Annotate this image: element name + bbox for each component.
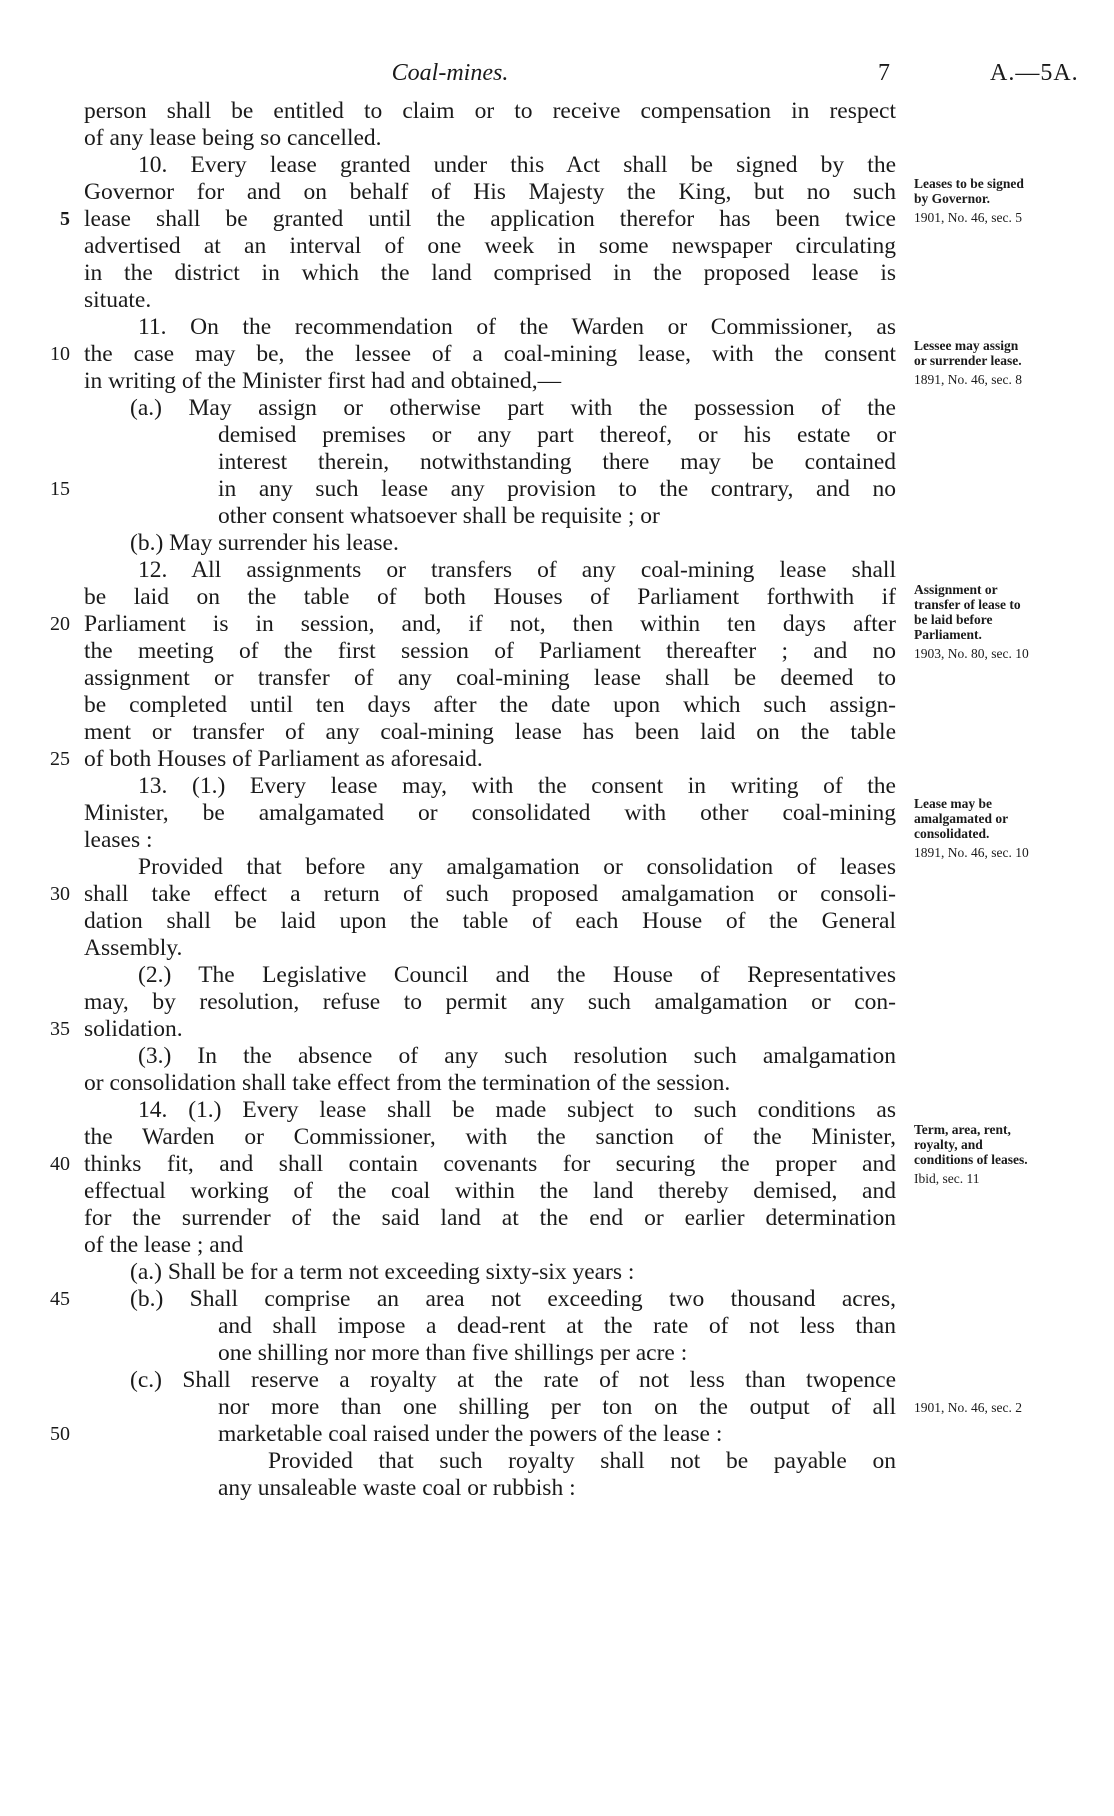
text-line: the Warden or Commissioner, with the sanction of the Minister, xyxy=(84,1124,896,1150)
side-note-citation: Ibid, sec. 11 xyxy=(914,1171,980,1186)
text-line: of both Houses of Parliament as aforesaid. xyxy=(84,746,483,772)
text-line: the case may be, the lessee of a coal-mining lease, with the consent xyxy=(84,341,896,367)
side-note-citation: 1901, No. 46, sec. 5 xyxy=(914,210,1022,225)
text-line: leases : xyxy=(84,827,153,853)
text-line: ment or transfer of any coal-mining lease has been laid on the table xyxy=(84,719,896,745)
text-line: thinks fit, and shall contain covenants for securing the proper and xyxy=(84,1151,896,1177)
line-number: 40 xyxy=(50,1153,70,1175)
side-note-heading: conditions of leases. xyxy=(914,1152,1028,1167)
line-number: 15 xyxy=(50,478,70,500)
side-note-heading: Lease may be xyxy=(914,796,992,811)
side-note-heading: consolidated. xyxy=(914,826,990,841)
text-line: 12. All assignments or transfers of any coal-mining lease shall xyxy=(138,557,896,583)
side-note-heading: amalgamated or xyxy=(914,811,1009,826)
side-note-heading: royalty, and xyxy=(914,1137,983,1152)
text-line: 10. Every lease granted under this Act shall be signed by the xyxy=(138,152,896,178)
text-line: solidation. xyxy=(84,1016,183,1042)
text-line: (b.) Shall comprise an area not exceeding two thousand acres, xyxy=(130,1286,896,1312)
side-note-citation: 1901, No. 46, sec. 2 xyxy=(914,1400,1022,1415)
text-line: the meeting of the first session of Parliament thereafter ; and no xyxy=(84,638,896,664)
text-line: other consent whatsoever shall be requisite ; or xyxy=(218,503,660,529)
text-line: effectual working of the coal within the land thereby demised, and xyxy=(84,1178,896,1204)
line-number: 35 xyxy=(50,1018,70,1040)
side-note-heading: Term, area, rent, xyxy=(914,1122,1011,1137)
text-line: in the district in which the land comprised in the proposed lease is xyxy=(84,260,896,286)
text-line: Provided that before any amalgamation or consolidation of leases xyxy=(138,854,896,880)
text-line: 11. On the recommendation of the Warden or Commissioner, as xyxy=(138,314,896,340)
text-line: of any lease being so cancelled. xyxy=(84,125,382,151)
text-line: any unsaleable waste coal or rubbish : xyxy=(218,1475,576,1501)
text-line: 14. (1.) Every lease shall be made subject to such conditions as xyxy=(138,1097,896,1123)
text-line: Governor for and on behalf of His Majesty the King, but no such xyxy=(84,179,896,205)
text-line: and shall impose a dead-rent at the rate of not less than xyxy=(218,1313,896,1339)
line-number: 20 xyxy=(50,613,70,635)
side-note-heading: transfer of lease to xyxy=(914,597,1021,612)
running-title: Coal-mines. xyxy=(391,60,509,86)
text-line: lease shall be granted until the application therefor has been twice xyxy=(84,206,896,232)
side-note-heading: by Governor. xyxy=(914,191,991,206)
text-line: situate. xyxy=(84,287,152,313)
text-line: (b.) May surrender his lease. xyxy=(130,530,399,556)
text-line: dation shall be laid upon the table of each House of the General xyxy=(84,908,896,934)
side-note-heading: Lessee may assign xyxy=(914,338,1019,353)
line-number: 45 xyxy=(50,1288,70,1310)
line-number: 25 xyxy=(50,748,70,770)
side-note-heading: be laid before xyxy=(914,612,993,627)
page-number: 7 xyxy=(878,60,890,86)
side-note-heading: Leases to be signed xyxy=(914,176,1024,191)
text-line: (3.) In the absence of any such resolution such amalgamation xyxy=(138,1043,896,1069)
line-number: 50 xyxy=(50,1423,70,1445)
text-line: nor more than one shilling per ton on the output of all xyxy=(218,1394,896,1420)
side-note-citation: 1903, No. 80, sec. 10 xyxy=(914,646,1029,661)
text-line: for the surrender of the said land at the end or earlier determination xyxy=(84,1205,896,1231)
text-line: demised premises or any part thereof, or his estate or xyxy=(218,422,896,448)
text-line: Provided that such royalty shall not be payable on xyxy=(268,1448,896,1474)
text-line: or consolidation shall take effect from the termination of the session. xyxy=(84,1070,731,1096)
text-line: (2.) The Legislative Council and the House of Representatives xyxy=(138,962,896,988)
side-note-citation: 1891, No. 46, sec. 10 xyxy=(914,845,1029,860)
text-line: shall take effect a return of such proposed amalgamation or consoli- xyxy=(84,881,896,907)
text-line: may, by resolution, refuse to permit any such amalgamation or con- xyxy=(84,989,896,1015)
text-line: in writing of the Minister first had and obtained,— xyxy=(84,368,562,394)
side-note-heading: Parliament. xyxy=(914,627,982,642)
text-line: be laid on the table of both Houses of Parliament forthwith if xyxy=(84,584,896,610)
side-note-heading: Assignment or xyxy=(914,582,998,597)
text-line: Parliament is in session, and, if not, then within ten days after xyxy=(84,611,896,637)
text-line: of the lease ; and xyxy=(84,1232,244,1258)
document-reference: A.—5A. xyxy=(990,60,1079,86)
text-line: assignment or transfer of any coal-mining lease shall be deemed to xyxy=(84,665,896,691)
text-line: advertised at an interval of one week in some newspaper circulating xyxy=(84,233,896,259)
text-line: (a.) May assign or otherwise part with the possession of the xyxy=(130,395,896,421)
line-number: 30 xyxy=(50,883,70,905)
text-line: one shilling nor more than five shillings per acre : xyxy=(218,1340,688,1366)
text-line: Assembly. xyxy=(84,935,183,961)
text-line: (a.) Shall be for a term not exceeding sixty-six years : xyxy=(130,1259,635,1285)
text-line: be completed until ten days after the date upon which such assign- xyxy=(84,692,896,718)
text-line: 13. (1.) Every lease may, with the consent in writing of the xyxy=(138,773,896,799)
text-line: interest therein, notwithstanding there may be contained xyxy=(218,449,896,475)
text-line: (c.) Shall reserve a royalty at the rate of not less than twopence xyxy=(130,1367,896,1393)
text-line: person shall be entitled to claim or to receive compensation in respect xyxy=(84,98,896,124)
text-line: Minister, be amalgamated or consolidated with other coal-mining xyxy=(84,800,896,826)
side-note-citation: 1891, No. 46, sec. 8 xyxy=(914,372,1022,387)
line-number: 10 xyxy=(50,343,70,365)
line-number: 5 xyxy=(60,208,70,230)
text-line: in any such lease any provision to the contrary, and no xyxy=(218,476,896,502)
side-note-heading: or surrender lease. xyxy=(914,353,1022,368)
text-line: marketable coal raised under the powers of the lease : xyxy=(218,1421,723,1447)
